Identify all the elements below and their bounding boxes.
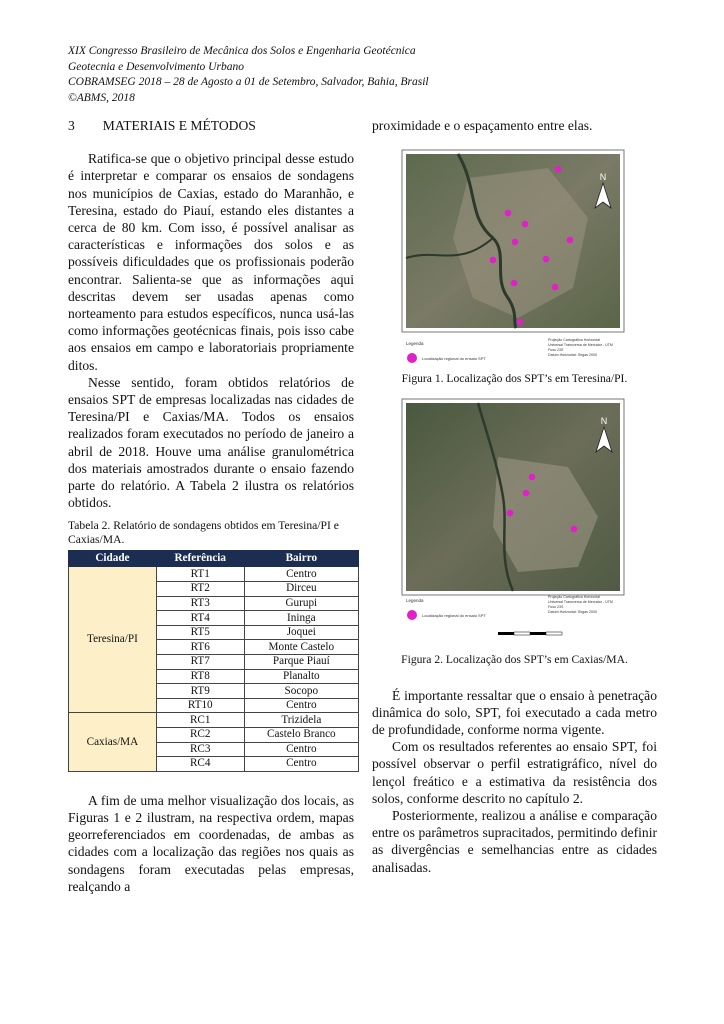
legend-projection: Projeção Cartográfica Horizontal [548, 338, 600, 343]
legend-marker [407, 353, 417, 363]
left-column [68, 117, 354, 895]
spt-marker [523, 490, 530, 497]
legend-datum: Universal Transversa de Mercator - UTM [548, 343, 613, 348]
section-title: MATERIAIS E MÉTODOS [102, 118, 256, 133]
spt-marker [567, 237, 574, 244]
svg-text:N: N [599, 172, 607, 183]
header-line-1: XIX Congresso Brasileiro de Mecânica dos Solos e Engenharia Geotécnica [68, 45, 416, 57]
bairro-cell: Centro [244, 742, 358, 757]
paragraph-continuation: proximidade e o espaçamento entre elas. [372, 118, 593, 133]
bairro-cell: Joquei [244, 625, 358, 640]
legend-item: Localização regional do ensaio SPT [422, 613, 486, 619]
header-line-4: ©ABMS, 2018 [68, 91, 135, 104]
bairro-cell: Castelo Branco [244, 728, 358, 743]
table-header-row [69, 551, 359, 567]
ref-cell: RT8 [156, 669, 244, 684]
legend-zone: Fuso 23S [548, 348, 564, 353]
legend-title: Legenda [406, 598, 424, 604]
figure-1-caption: Figura 1. Localização dos SPT’s em Teresina/PI. [401, 372, 628, 386]
ref-cell: RT10 [156, 698, 244, 713]
map-legend [406, 595, 613, 620]
bairro-cell: Parque Piauí [244, 655, 358, 670]
legend-datum: Universal Transversa de Mercator - UTM [548, 600, 613, 605]
spt-marker [507, 510, 514, 517]
paragraph-4: É importante ressaltar que o ensaio à penetração dinâmica do solo, SPT, foi executado a cada metro de profundidade, conforme norma vigente. [372, 687, 657, 738]
scale-bar [498, 632, 562, 635]
spt-marker [505, 210, 512, 217]
ref-cell: RT7 [156, 655, 244, 670]
spt-marker [512, 239, 519, 246]
paragraph-3: A fim de uma melhor visualização dos locais, as Figuras 1 e 2 ilustram, na respectiva ordem, mapas georreferenciados em coordenadas, de ambas as cidades com a localização das regiões nos quais as sondagens foram executadas pelas empresas, realçando a [68, 792, 354, 894]
bairro-cell: Gurupi [244, 596, 358, 611]
legend-zone: Fuso 23S [548, 605, 564, 610]
map-legend [406, 338, 613, 363]
header-referencia: Referência [156, 551, 244, 567]
bairro-cell: Trizidela [244, 713, 358, 728]
spt-marker [543, 256, 550, 263]
ref-cell: RC2 [156, 728, 244, 743]
ref-cell: RT4 [156, 611, 244, 626]
bairro-cell: Centro [244, 698, 358, 713]
header-line-3: COBRAMSEG 2018 – 28 de Agosto a 01 de Setembro, Salvador, Bahia, Brasil [68, 76, 429, 88]
bairro-cell: Ininga [244, 611, 358, 626]
ref-cell: RC1 [156, 713, 244, 728]
bairro-cell: Socopo [244, 684, 358, 699]
bairro-cell: Monte Castelo [244, 640, 358, 655]
spt-marker [490, 257, 497, 264]
ref-cell: RT3 [156, 596, 244, 611]
spt-marker [517, 319, 524, 326]
table-row [69, 567, 359, 582]
ref-cell: RT2 [156, 582, 244, 597]
spt-marker [571, 526, 578, 533]
conference-header [68, 44, 429, 106]
bairro-cell: Planalto [244, 669, 358, 684]
legend-marker [407, 610, 417, 620]
bairro-cell: Centro [244, 567, 358, 582]
section-number: 3 [68, 118, 75, 133]
bairro-cell: Centro [244, 757, 358, 772]
legend-item: Localização regional do ensaio SPT [422, 356, 486, 362]
legend-projection: Projeção Cartográfica Horizontal [548, 595, 600, 600]
header-cidade: Cidade [69, 551, 157, 567]
ref-cell: RT9 [156, 684, 244, 699]
legend-sirgas: Datum Horizontal: Sirgas 2000 [548, 353, 597, 358]
ref-cell: RC3 [156, 742, 244, 757]
bairro-cell: Dirceu [244, 582, 358, 597]
caxias-map-figure [398, 397, 628, 645]
header-bairro: Bairro [244, 551, 358, 567]
city-cell-caxias: Caxias/MA [69, 713, 157, 771]
spt-marker [552, 284, 559, 291]
svg-text:N: N [600, 416, 608, 427]
teresina-map-figure [398, 138, 628, 370]
spt-marker [555, 166, 562, 173]
reports-table [68, 550, 359, 771]
legend-title: Legenda [406, 341, 424, 347]
figure-2-caption: Figura 2. Localização dos SPT’s em Caxias/MA. [401, 653, 628, 667]
paragraph-6: Posteriormente, realizou a análise e comparação entre os parâmetros supracitados, permitindo definir as divergências e semelhancias entre as cidades analisadas. [372, 808, 657, 875]
right-column [372, 117, 657, 876]
ref-cell: RT5 [156, 625, 244, 640]
table-row [69, 713, 359, 728]
ref-cell: RT6 [156, 640, 244, 655]
ref-cell: RC4 [156, 757, 244, 772]
paragraph-2: Nesse sentido, foram obtidos relatórios de ensaios SPT de empresas localizadas nas cidades de Teresina/PI e Caxias/MA. Todos os ensaios realizados foram executados no período de janeiro a abril de 2018. Houve uma análise granulométrica dos materiais amostrados durante o ensaio fazendo parte do relatório. A Tabela 2 ilustra os relatórios obtidos. [68, 374, 354, 511]
ref-cell: RT1 [156, 567, 244, 582]
header-line-2: Geotecnia e Desenvolvimento Urbano [68, 60, 244, 73]
paragraph-1: Ratifica-se que o objetivo principal desse estudo é interpretar e comparar os ensaios de sondagens nos municípios de Caxias, estado do Maranhão, e Teresina, estado do Piauí, estando eles distantes a cerca de 80 km. Com isso, é possível analisar as características e informações dos solos e as possíveis dificuldades que os profissionais poderão encontrar. Salienta-se que as informações aqui descritas devem ser usadas apenas como norteamento para estudos específicos, nunca usá-las como informações geotécnicas finais, pois isso cabe aos ensaios em campo e laboratoriais propriamente ditos. [68, 151, 354, 373]
spt-marker [529, 474, 536, 481]
spt-marker [511, 280, 518, 287]
legend-sirgas: Datum Horizontal: Sirgas 2000 [548, 610, 597, 615]
paragraph-5: Com os resultados referentes ao ensaio SPT, foi possível observar o perfil estratigráfico, nível do lençol freático e a estimativa da resistência dos solos, conforme descrito no capítulo 2. [372, 739, 657, 806]
section-heading [68, 117, 354, 134]
city-cell-teresina: Teresina/PI [69, 567, 157, 713]
spt-marker [522, 221, 529, 228]
table-caption: Tabela 2. Relatório de sondagens obtidos em Teresina/PI e Caxias/MA. [68, 519, 339, 547]
